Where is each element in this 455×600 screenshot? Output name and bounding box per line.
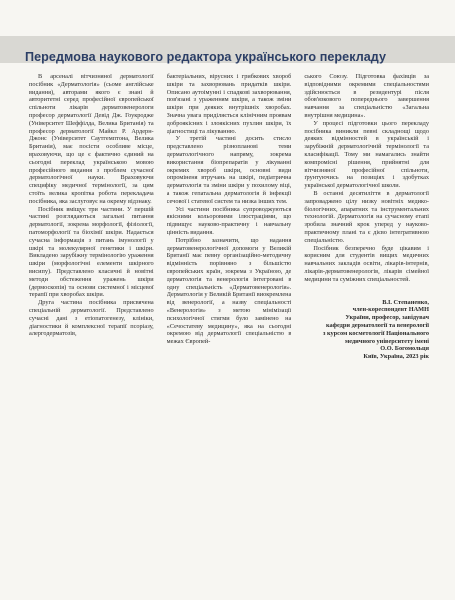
paragraph: ського Союзу. Підготовка фахівців за відповідними окремими спеціальностями здійснюється в резидентурі після обов'язкового попереднього завершення навчання за спеціальністю «Загальна внутрішня медицина». [304,73,430,119]
paragraph: У процесі підготовки цього перекладу посібника виникли певні складнощі щодо деяких відмінностей в українській і зарубіжній дерматологічній термінології та класифікації. Тому ми намагались знайти компромісні рішення, прийнятні для вітчизняної професійної спільноти, ґрунтуючись на позиціях і здобутках української дерматологічної школи. [304,119,430,190]
signature-block [304,299,429,361]
signature-line: Київ, Україна, 2023 рік [363,353,430,361]
paragraph: Усі частини посібника супроводжуються якісними кольоровими ілюстраціями, що підвищує науково-практичну і навчальну цінність видання. [166,205,292,236]
paragraph: Посібник вміщує три частини. У першій частині розглядаються загальні питання дерматології, зокрема морфології, фізіології, патоморфології та біохімії шкіри. Надається сучасна інформація з питань імунології у шкірі та молекулярної генетики і шкіри. Викладено зарубіжну термінологію ураження шкіри (морфологічні елементи шкірного висипу). Представлено класичні й новітні методи обстеження уражень шкіри (дермоскопія) та основи системної і місцевої терапії при хворобах шкіри. [29,205,154,299]
signature-line: медичного університету імені [344,337,430,345]
signature-line: України, професор, завідувач [345,314,430,322]
text-column-2 [167,73,292,553]
signature-line: член-кореспондент НАМН [352,306,430,314]
paragraph: У третій частині досить стисло представлено різноплановi теми дерматологічного напряму, зокрема використання біопрепаратів у лікуванні окремих хвороб шкіри, основні види опроміненя втручань на шкірі, педіатрична дерматологія та зміни шкіри у похилому віці, а також гепатальна дерматологія й інфекції сечової і статевої систем та низка інших тем. [166,135,292,205]
signature-line: кафедри дерматології та венерології [325,321,430,329]
signature-line: О.О. Богомольця [380,345,430,353]
signature-name: В.І. Степаненко, [382,298,430,306]
paragraph: Посібник безперечно буде цікавим і корисним для студентів вищих медичних навчальних закладів освіти, лікарів-інтернів, лікарів-дерматовенерологів, лікарів сімейної медицини та суміжних спеціальностей. [304,244,430,283]
paragraph: бактеріальних, вірусних і грибкових хвороб шкіри та захворювань придатків шкіри. Описано аутоімунні і спадкові захворювання, пов'язані з ураженням шкіри, а також зміни шкіри при деяких внутрішніх хворобах. Значна увага приділяється клінічним проявам доброякісних і злоякісних пухлин шкіри, їх діагностиці та лікуванню. [166,73,292,135]
page-title: Передмова наукового редактора українського перекладу [25,50,387,65]
paragraph: В арсеналі вітчизняної дерматології посібник «Дерматологія» (сьоме англійське видання), авторами якого є знані й авторитетні серед професійної європейської спільноти лікарів дерматовенерологи професор дерматології Девід Дж. Гоукродже (Університет Шеффілда, Велика Британія) та професор дерматології Майкл Р. Ардерн-Джонс (Університет Саутгемптона, Велика Британія), має посісти особливе місце, враховуючи, що це є фактично єдиний на сьогодні переклад українською мовою професійного видання з проблем сучасної дерматологічної науки. Враховуючи специфіку медичної термінології, за цим стоїть велика кропітка робота перекладача посібника, яка заслуговує на окрему відзнаку. [29,73,154,205]
paragraph: В останні десятиліття в дерматології запроваджено цілу низку новітніх медико-біологічних, апаратних та інструментальних технологій. Дерматологія на сучасному етапі зробила значний крок уперед у науково-практичному плані та є дієво інтегративною спеціальністю. [304,189,430,244]
article-body [29,73,429,553]
paragraph: Потрібно зазначити, що надання дерматовенерологічної допомоги у Великій Британії має певну організаційно-методичну відмінність порівняно з більшістю європейських країн, зокрема з Україною, де дерматологія та венерологія інтегровані в одну спеціальність «Дерматовенерологія». Дерматологія у Великій Британії виокремлена від венерології, а назву спеціальності «Венерологія» з метою мінімізації психологічної стигми було замінено на «Сечостатеву медицину», яка на сьогодні окремою від дерматології спеціальністю в межах Європей- [166,236,292,346]
paragraph: Друга частина посібника присвячена спеціальній дерматології. Представлено сучасні дані з етіопатогенезу, клініки, діагностики й комплексної терапії псоріазу, алергодерматозів, [29,299,154,338]
signature-line: з курсом косметології Національного [322,329,430,337]
text-column-3 [304,73,429,553]
text-column-1 [29,73,154,553]
